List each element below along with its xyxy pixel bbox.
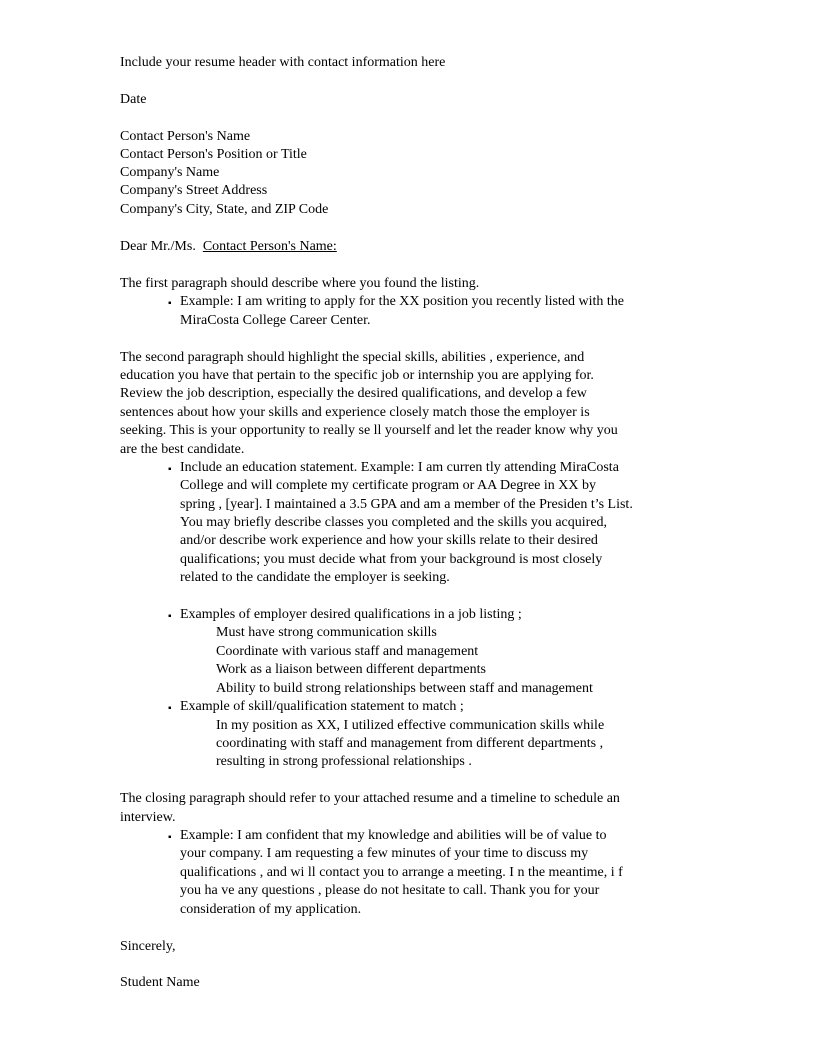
- closing-example-line: your company. I am requesting a few minutes of your time to discuss my: [180, 846, 589, 861]
- p2-line: The second paragraph should highlight the special skills, abilities , experience, and: [120, 350, 585, 365]
- header-note: Include your resume header with contact information here: [120, 55, 446, 70]
- company-street-address: Company's Street Address: [120, 183, 268, 198]
- qualifications-intro: Examples of employer desired qualifications in a job listing ;: [180, 607, 522, 622]
- bullet-icon: ▪: [168, 464, 172, 475]
- education-statement-line: You may briefly describe classes you completed and the skills you acquired,: [180, 515, 608, 530]
- education-statement-line: qualifications; you must decide what from your background is most closely: [180, 552, 603, 567]
- salutation-prefix: Dear Mr./Ms.: [120, 239, 196, 254]
- education-statement-line: College and will complete my certificate program or AA Degree in XX by: [180, 478, 596, 493]
- education-statement-line: related to the candidate the employer is seeking.: [180, 570, 450, 585]
- signature-name: Student Name: [120, 975, 200, 990]
- p2-line: education you have that pertain to the specific job or internship you are applying for.: [120, 368, 594, 383]
- p2-line: sentences about how your skills and experience closely match those the employer is: [120, 405, 590, 420]
- qualification-item: Ability to build strong relationships between staff and management: [216, 681, 593, 696]
- match-statement-line: resulting in strong professional relationships .: [216, 754, 472, 769]
- education-statement-line: and/or describe work experience and how your skills relate to their desired: [180, 533, 598, 548]
- closing-example-line: you ha ve any questions , please do not hesitate to call. Thank you for your: [180, 883, 600, 898]
- p3-line: interview.: [120, 810, 176, 825]
- qualification-item: Must have strong communication skills: [216, 625, 437, 640]
- p2-line: are the best candidate.: [120, 442, 245, 457]
- p1-bullet-line: Example: I am writing to apply for the XX position you recently listed with the: [180, 294, 625, 309]
- recipient-title: Contact Person's Position or Title: [120, 147, 307, 162]
- p2-line: seeking. This is your opportunity to really se ll yourself and let the reader know why you: [120, 423, 618, 438]
- p1-text: The first paragraph should describe where you found the listing.: [120, 276, 480, 291]
- salutation-contact-name: Contact Person's Name:: [202, 239, 337, 254]
- p1-bullet-line: MiraCosta College Career Center.: [180, 313, 371, 328]
- match-statement-line: coordinating with staff and management from different departments ,: [216, 736, 604, 751]
- salutation: [120, 238, 337, 256]
- qualification-item: Coordinate with various staff and management: [216, 644, 479, 659]
- education-statement-line: Include an education statement. Example: I am curren tly attending MiraCosta: [180, 460, 619, 475]
- recipient-name: Contact Person's Name: [120, 129, 251, 144]
- p3-line: The closing paragraph should refer to your attached resume and a timeline to schedule an: [120, 791, 620, 806]
- qualification-item: Work as a liaison between different departments: [216, 662, 486, 677]
- match-statement-intro: Example of skill/qualification statement to match ;: [180, 699, 464, 714]
- company-city-state-zip: Company's City, State, and ZIP Code: [120, 202, 329, 217]
- date-line: Date: [120, 92, 147, 107]
- closing: Sincerely,: [120, 939, 176, 954]
- bullet-icon: ▪: [168, 298, 172, 309]
- closing-example-line: consideration of my application.: [180, 902, 362, 917]
- match-statement-line: In my position as XX, I utilized effective communication skills while: [216, 718, 605, 733]
- bullet-icon: ▪: [168, 703, 172, 714]
- closing-example-line: qualifications , and wi ll contact you to arrange a meeting. I n the meantime, i f: [180, 865, 623, 880]
- education-statement-line: spring , [year]. I maintained a 3.5 GPA and am a member of the Presiden t’s List.: [180, 497, 633, 512]
- bullet-icon: ▪: [168, 611, 172, 622]
- company-name: Company's Name: [120, 165, 220, 180]
- bullet-icon: ▪: [168, 832, 172, 843]
- closing-example-line: Example: I am confident that my knowledge and abilities will be of value to: [180, 828, 607, 843]
- p2-line: Review the job description, especially the desired qualifications, and develop a few: [120, 386, 587, 401]
